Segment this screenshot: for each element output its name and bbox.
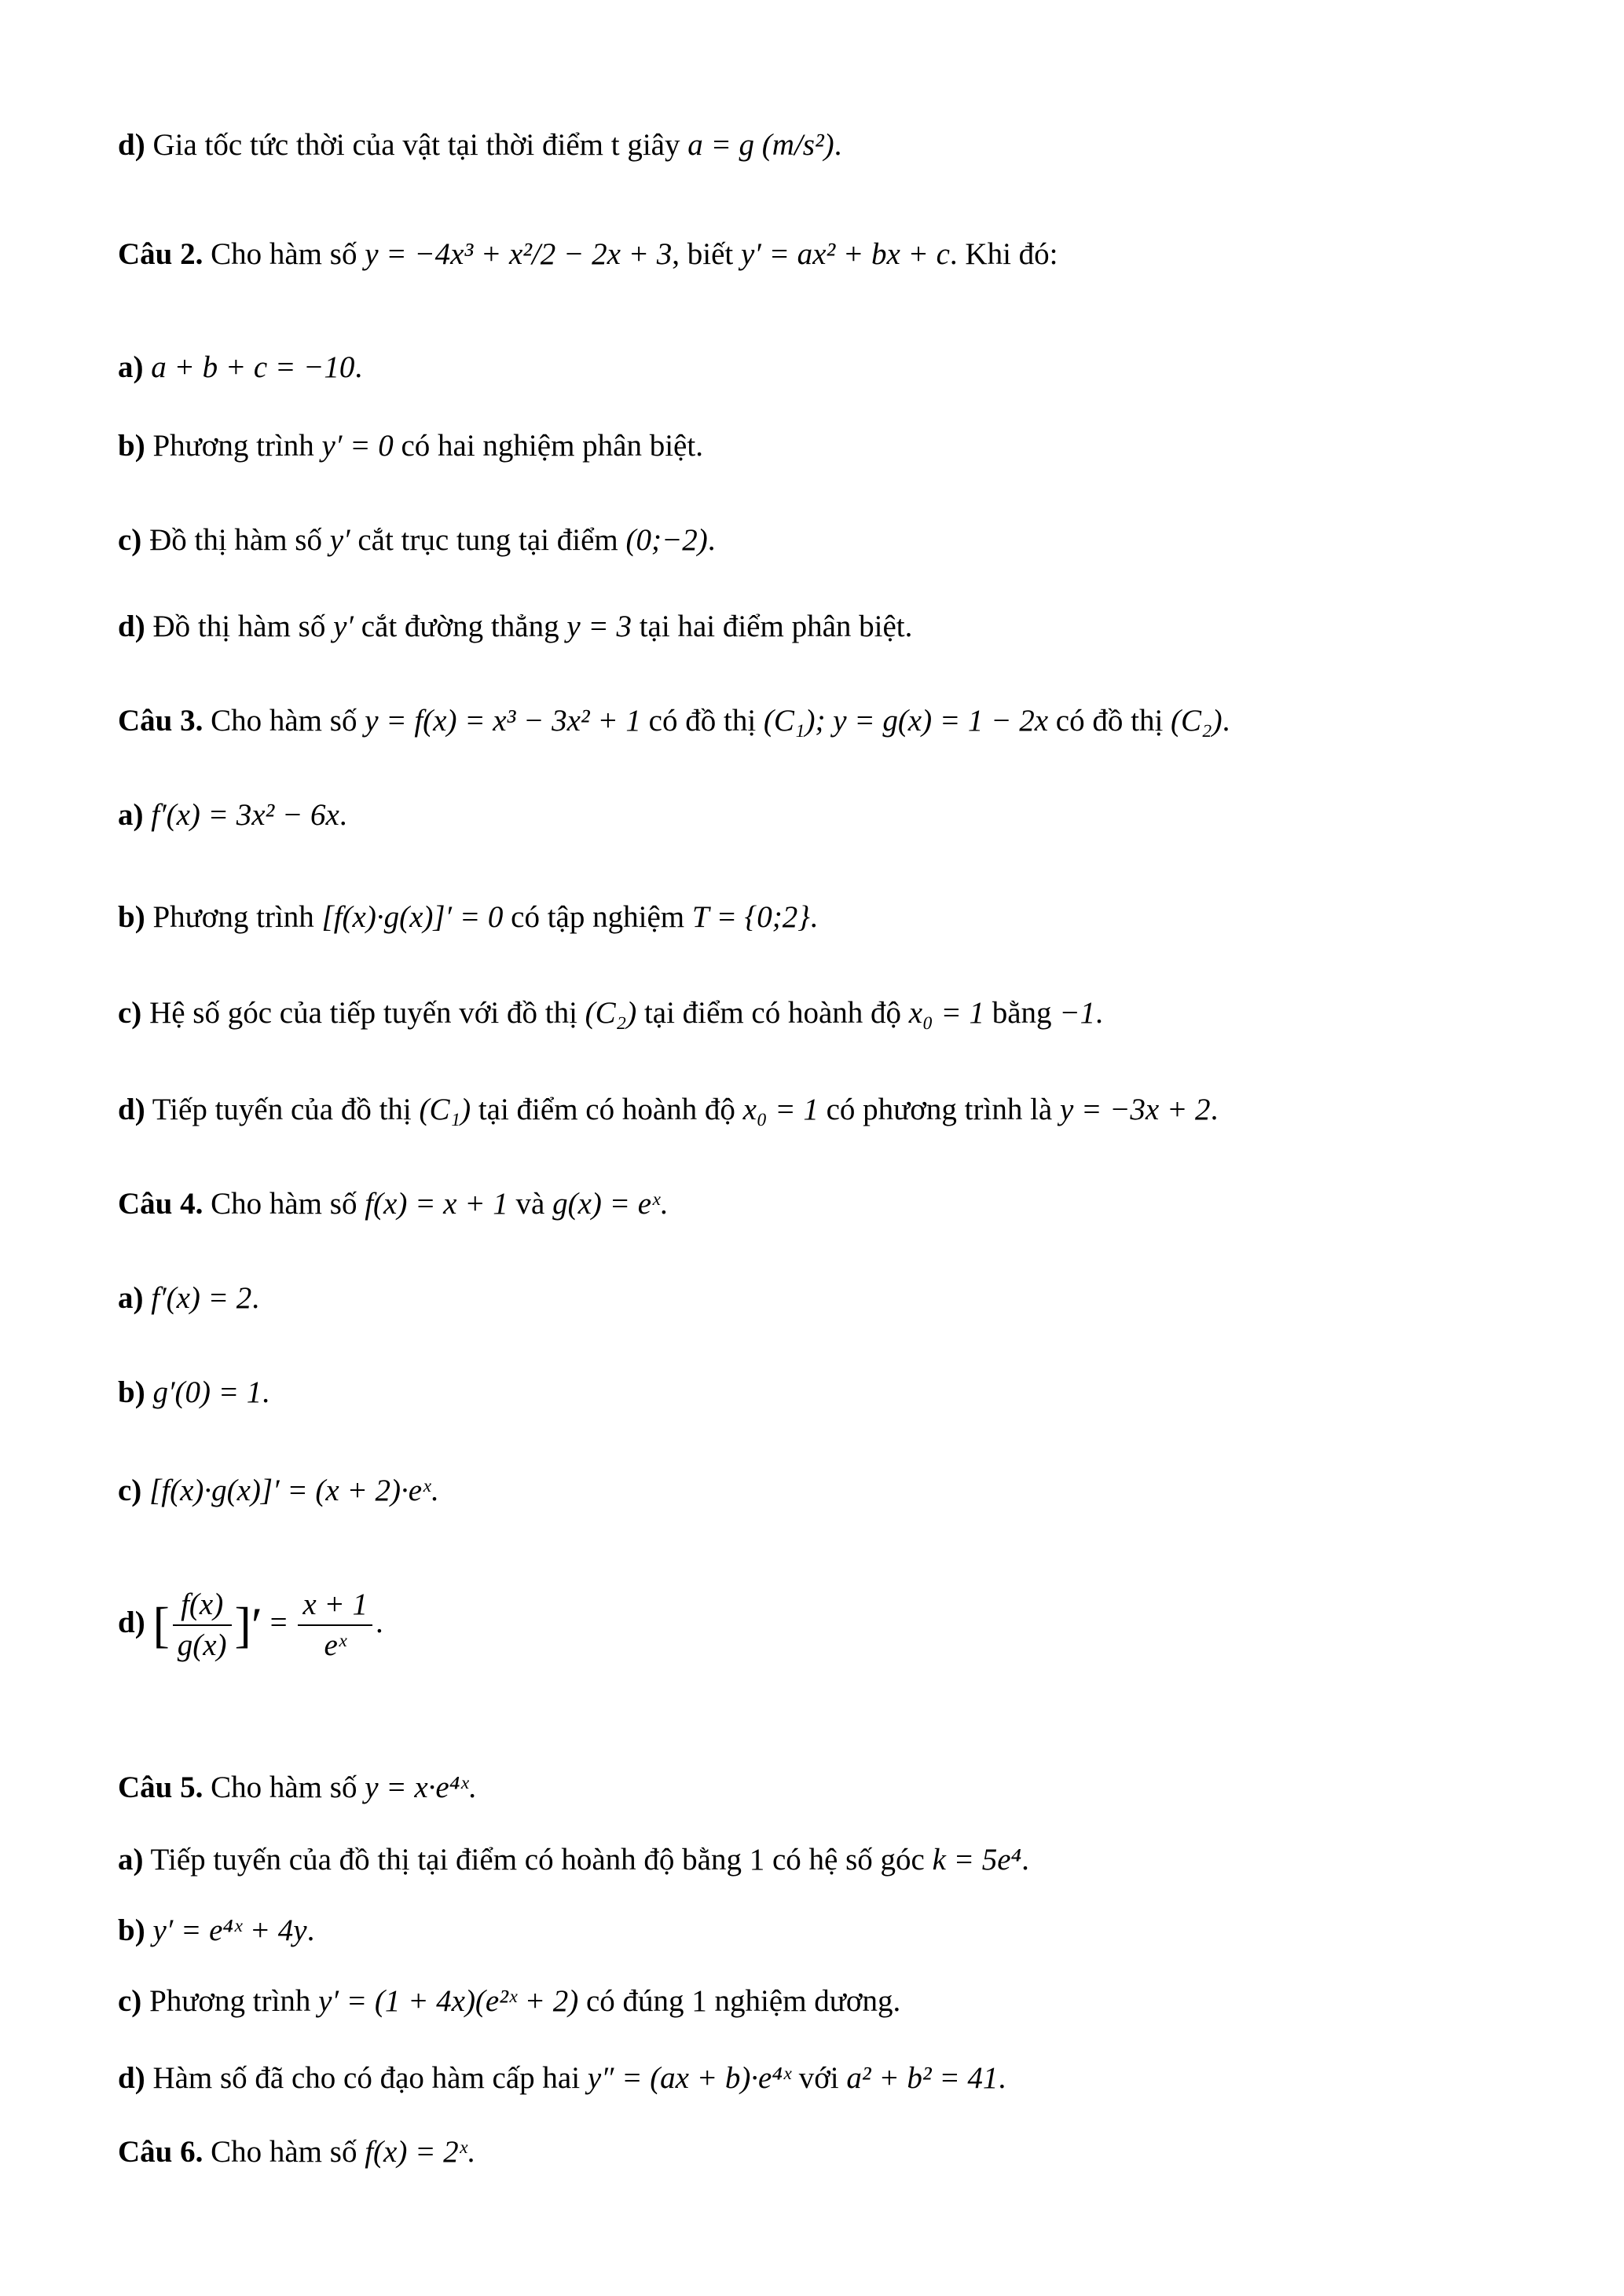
formula: y′ [329,523,350,557]
question-2-stem: Câu 2. Cho hàm số y = −4x³ + x²/2 − 2x + 3, biết y′ = ax² + bx + c. Khi đó: [118,237,1058,271]
formula: f′(x) = 2 [151,1281,252,1315]
formula: (C₂) [1171,704,1223,738]
q3-option-a: a) f′(x) = 3x² − 6x. [118,798,347,832]
q3-option-c: c) Hệ số góc của tiếp tuyến với đồ thị (C₂) tại điểm có hoành độ x₀ = 1 bằng −1. [118,996,1103,1030]
option-label: c) [118,1984,142,2018]
formula: −1 [1059,996,1096,1030]
formula: f(x) = 2ˣ [365,2135,467,2169]
option-label: b) [118,1375,145,1409]
formula: y = 3 [566,610,632,643]
option-label: b) [118,1913,145,1947]
q2-option-c: c) Đồ thị hàm số y′ cắt trục tung tại điểm (0;−2). [118,523,716,557]
formula: T = {0;2} [691,900,810,934]
formula: y′ = e⁴ˣ + 4y [152,1913,307,1947]
formula: y = x·e⁴ˣ [365,1771,469,1804]
question-6-stem: Câu 6. Cho hàm số f(x) = 2ˣ. [118,2135,475,2169]
option-text: Gia tốc tức thời của vật tại thời điểm t giây [152,128,680,162]
option-label: b) [118,900,145,934]
q2-option-b: b) Phương trình y′ = 0 có hai nghiệm phân biệt. [118,429,703,463]
option-label: c) [118,996,142,1030]
formula: y = −4x³ + x²/2 − 2x + 3 [365,237,673,271]
q2-option-a: a) a + b + c = −10. [118,350,363,384]
q3-option-d: d) Tiếp tuyến của đồ thị (C₁) tại điểm có hoành độ x₀ = 1 có phương trình là y = −3x + 2. [118,1093,1219,1126]
formula: x₀ = 1 [742,1093,819,1126]
formula: (C₁); y = g(x) = 1 − 2x [763,704,1049,738]
formula: f(x) = x + 1 [365,1187,508,1221]
option-label: d) [118,610,145,643]
fraction-f-over-g: $\frac{f(x)}{g(x)}$ [173,1585,232,1665]
formula: y′ = 0 [321,429,394,463]
q5-option-b: b) y′ = e⁴ˣ + 4y. [118,1913,315,1947]
q5-option-c: c) Phương trình y′ = (1 + 4x)(e²ˣ + 2) có đúng 1 nghiệm dương. [118,1984,901,2018]
fraction-result: $\frac{x + 1}{\text{eˣ}}$ [298,1585,372,1665]
question-label: Câu 4. [118,1187,203,1221]
option-label: d) [118,1093,145,1126]
formula: (0;−2) [625,523,708,557]
formula: y′ = ax² + bx + c [741,237,950,271]
question-5-stem: Câu 5. Cho hàm số y = x·e⁴ˣ. [118,1771,477,1804]
formula: [f(x)·g(x)]′ = (x + 2)·eˣ [149,1474,431,1507]
question-label: Câu 6. [118,2135,203,2169]
formula: f′(x) = 3x² − 6x [151,798,339,832]
formula: (C₂) [585,996,637,1030]
formula: a² + b² = 41 [846,2061,999,2095]
option-label: a) [118,1843,144,1877]
formula: y = −3x + 2 [1059,1093,1211,1126]
q2-option-d: d) Đồ thị hàm số y′ cắt đường thẳng y = 3 tại hai điểm phân biệt. [118,610,913,643]
q4-option-b: b) g′(0) = 1. [118,1375,270,1409]
question-label: Câu 2. [118,237,203,271]
q5-option-a: a) Tiếp tuyến của đồ thị tại điểm có hoành độ bằng 1 có hệ số góc k = 5e⁴. [118,1843,1029,1877]
option-label: d) [118,128,145,162]
q4-option-c: c) [f(x)·g(x)]′ = (x + 2)·eˣ. [118,1474,438,1507]
formula: (C₁) [419,1093,471,1126]
option-label: d) [118,1605,145,1639]
formula: a = g (m/s²) [687,128,834,162]
question-3-stem: Câu 3. Cho hàm số y = f(x) = x³ − 3x² + 1 có đồ thị (C₁); y = g(x) = 1 − 2x có đồ thị (C₂). [118,704,1230,738]
question-label: Câu 3. [118,704,203,738]
question-label: Câu 5. [118,1771,203,1804]
formula: x₀ = 1 [908,996,984,1030]
option-label: a) [118,350,144,384]
option-label: c) [118,523,142,557]
q5-option-d: d) Hàm số đã cho có đạo hàm cấp hai y″ = (ax + b)·e⁴ˣ với a² + b² = 41. [118,2061,1006,2095]
formula: g′(0) = 1 [152,1375,262,1409]
q3-option-b: b) Phương trình [f(x)·g(x)]′ = 0 có tập nghiệm T = {0;2}. [118,900,818,934]
option-label: b) [118,429,145,463]
formula: y″ = (ax + b)·e⁴ˣ [587,2061,791,2095]
formula: [f(x)·g(x)]′ = 0 [321,900,504,934]
formula: g(x) = eˣ [552,1187,661,1221]
formula: y = f(x) = x³ − 3x² + 1 [365,704,641,738]
option-label: c) [118,1474,142,1507]
q4-option-d: d) [ $\frac{f(x)}{g(x)}$ ]′ = $\frac{x + 1}{\text{eˣ}}$ . [118,1585,383,1665]
formula: y′ [333,610,354,643]
q1-option-d: d) Gia tốc tức thời của vật tại thời điểm t giây a = g (m/s²). [118,128,842,162]
question-4-stem: Câu 4. Cho hàm số f(x) = x + 1 và g(x) = eˣ. [118,1187,668,1221]
option-label: a) [118,1281,144,1315]
option-label: d) [118,2061,145,2095]
q4-option-a: a) f′(x) = 2. [118,1281,259,1315]
formula: a + b + c = −10 [151,350,355,384]
formula: k = 5e⁴ [932,1843,1022,1877]
option-label: a) [118,798,144,832]
formula: y′ = (1 + 4x)(e²ˣ + 2) [318,1984,579,2018]
